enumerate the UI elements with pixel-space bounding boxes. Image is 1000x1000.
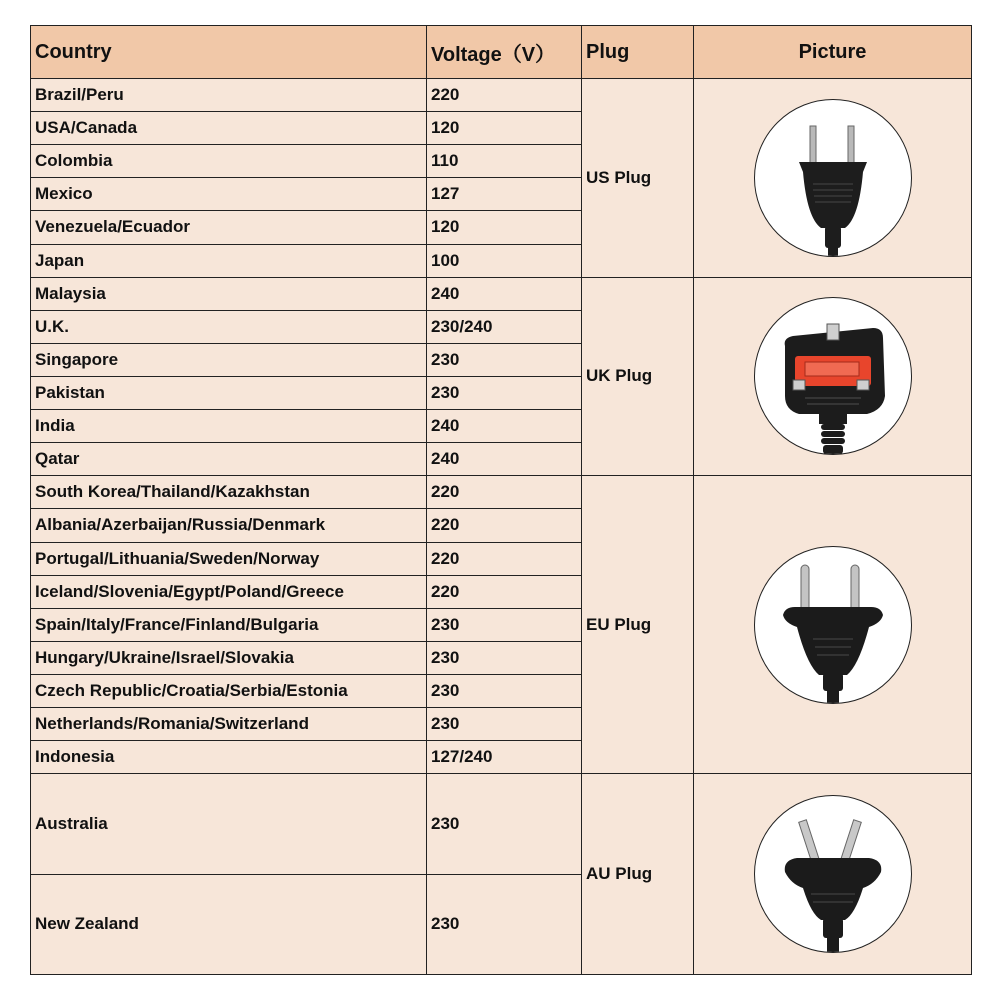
voltage-cell: 220	[427, 542, 582, 575]
plug-voltage-table	[30, 25, 972, 975]
country-cell: Australia	[31, 774, 427, 874]
picture-header: Picture	[694, 26, 972, 79]
voltage-cell: 220	[427, 476, 582, 509]
voltage-cell: 127	[427, 178, 582, 211]
voltage-cell: 240	[427, 277, 582, 310]
plug-type-cell: UK Plug	[582, 277, 694, 476]
country-cell: Singapore	[31, 343, 427, 376]
country-cell: Iceland/Slovenia/Egypt/Poland/Greece	[31, 575, 427, 608]
country-cell: Mexico	[31, 178, 427, 211]
country-cell: Japan	[31, 244, 427, 277]
country-cell: India	[31, 410, 427, 443]
voltage-cell: 120	[427, 112, 582, 145]
voltage-cell: 220	[427, 509, 582, 542]
voltage-cell: 240	[427, 410, 582, 443]
country-cell: USA/Canada	[31, 112, 427, 145]
table-row	[31, 277, 972, 310]
us-plug-icon	[754, 99, 912, 257]
table-row	[31, 476, 972, 509]
picture-cell	[694, 79, 972, 278]
voltage-header: Voltage（V）	[427, 26, 582, 79]
voltage-cell: 220	[427, 575, 582, 608]
country-cell: South Korea/Thailand/Kazakhstan	[31, 476, 427, 509]
plug-header: Plug	[582, 26, 694, 79]
country-cell: Qatar	[31, 443, 427, 476]
voltage-cell: 230	[427, 774, 582, 874]
country-cell: Czech Republic/Croatia/Serbia/Estonia	[31, 674, 427, 707]
plug-type-cell: US Plug	[582, 79, 694, 278]
table-row	[31, 79, 972, 112]
voltage-cell: 120	[427, 211, 582, 244]
voltage-cell: 230/240	[427, 310, 582, 343]
voltage-cell: 230	[427, 874, 582, 974]
plug-type-cell: EU Plug	[582, 476, 694, 774]
voltage-cell: 220	[427, 79, 582, 112]
header-row	[31, 26, 972, 79]
country-cell: Albania/Azerbaijan/Russia/Denmark	[31, 509, 427, 542]
country-cell: Spain/Italy/France/Finland/Bulgaria	[31, 608, 427, 641]
country-cell: Brazil/Peru	[31, 79, 427, 112]
table-row	[31, 774, 972, 874]
country-cell: U.K.	[31, 310, 427, 343]
country-header: Country	[31, 26, 427, 79]
voltage-cell: 230	[427, 608, 582, 641]
picture-cell	[694, 774, 972, 975]
voltage-cell: 240	[427, 443, 582, 476]
voltage-cell: 230	[427, 343, 582, 376]
country-cell: Colombia	[31, 145, 427, 178]
country-cell: New Zealand	[31, 874, 427, 974]
voltage-cell: 127/240	[427, 741, 582, 774]
country-cell: Indonesia	[31, 741, 427, 774]
country-cell: Portugal/Lithuania/Sweden/Norway	[31, 542, 427, 575]
country-cell: Malaysia	[31, 277, 427, 310]
country-cell: Netherlands/Romania/Switzerland	[31, 708, 427, 741]
country-cell: Pakistan	[31, 376, 427, 409]
country-cell: Hungary/Ukraine/Israel/Slovakia	[31, 641, 427, 674]
country-cell: Venezuela/Ecuador	[31, 211, 427, 244]
picture-cell	[694, 277, 972, 476]
voltage-cell: 230	[427, 376, 582, 409]
voltage-cell: 110	[427, 145, 582, 178]
voltage-cell: 230	[427, 674, 582, 707]
uk-plug-icon	[754, 297, 912, 455]
voltage-cell: 230	[427, 708, 582, 741]
eu-plug-icon	[754, 546, 912, 704]
picture-cell	[694, 476, 972, 774]
plug-type-cell: AU Plug	[582, 774, 694, 975]
au-plug-icon	[754, 795, 912, 953]
voltage-cell: 100	[427, 244, 582, 277]
voltage-cell: 230	[427, 641, 582, 674]
